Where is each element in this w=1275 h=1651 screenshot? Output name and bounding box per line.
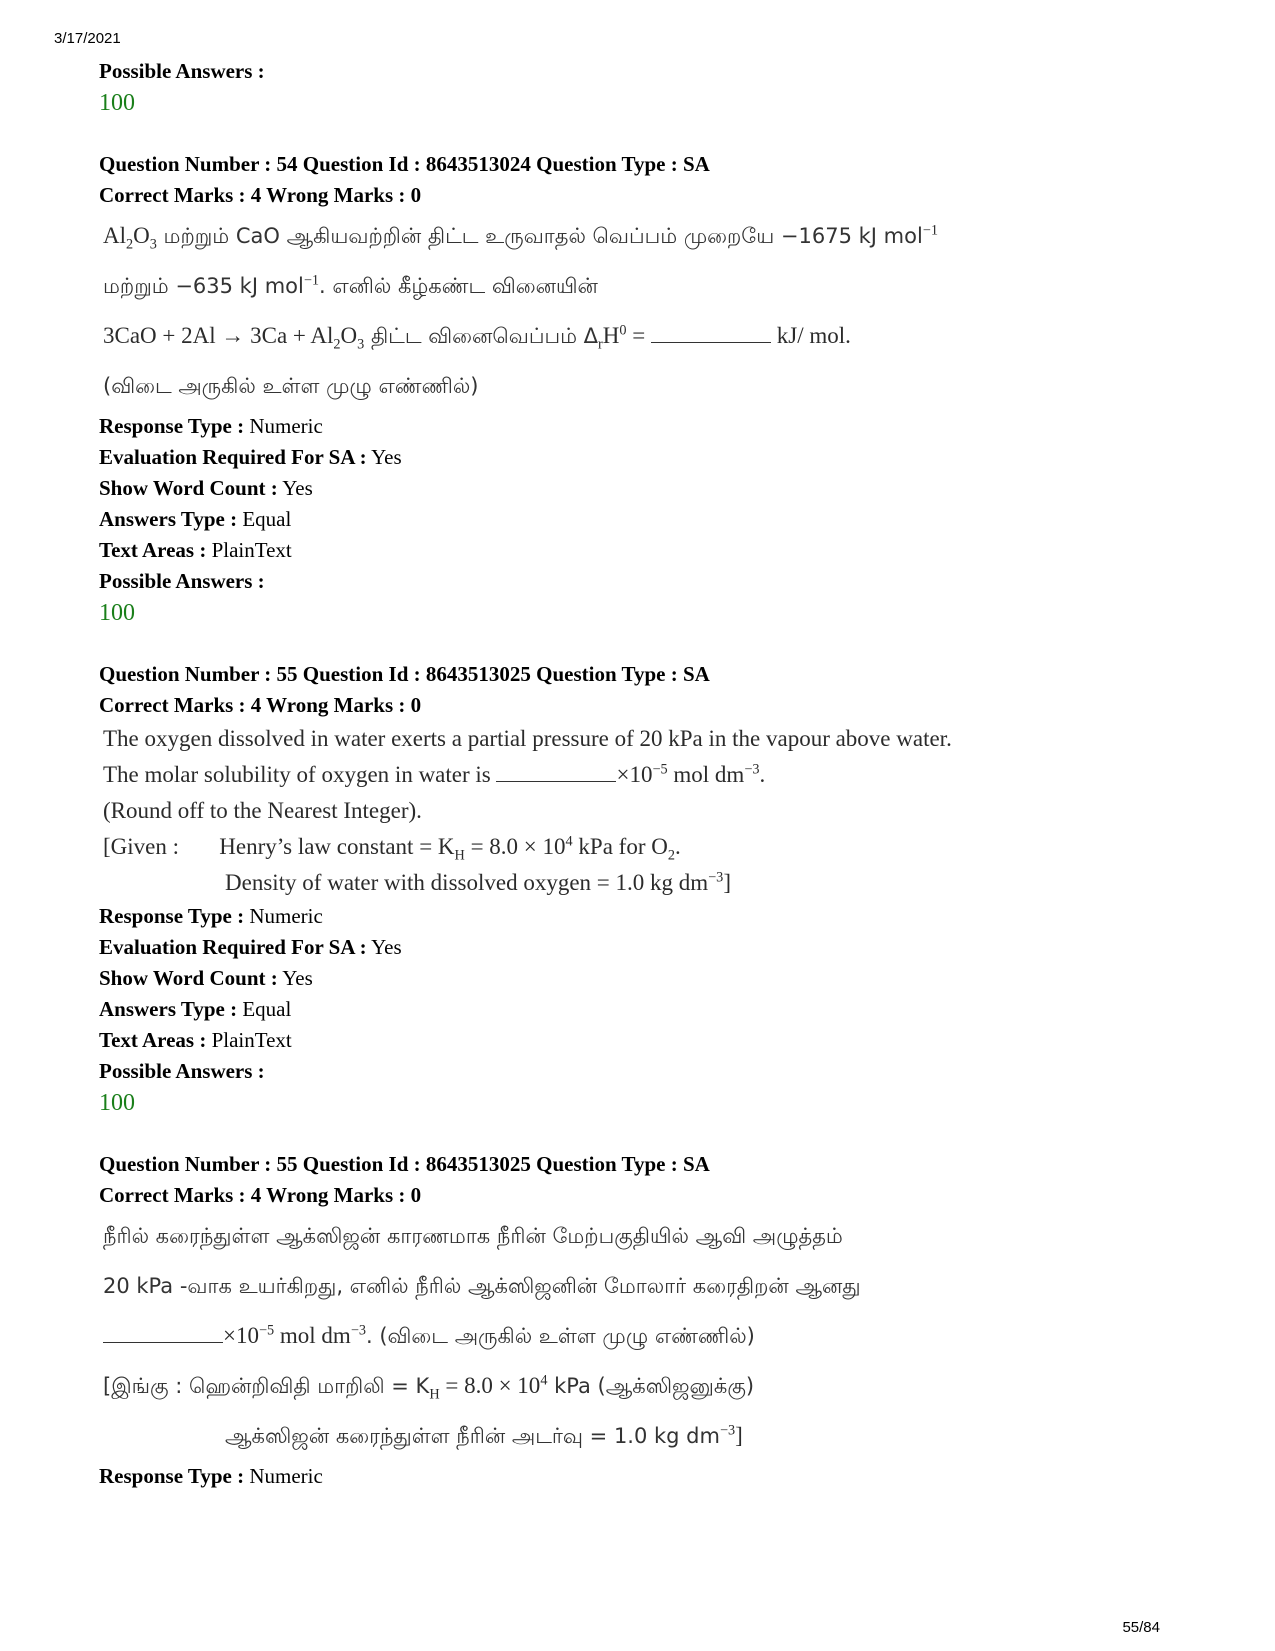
question-line: மற்றும் −635 kJ mol$^{-1}$. எனில் கீழ்கண்ட வினையின்	[103, 272, 598, 298]
question-instruction: (விடை அருகில் உள்ள முழு எண்ணில்)	[103, 374, 479, 398]
question-header: Question Number : 55 Question Id : 8643513025 Question Type : SA	[99, 662, 710, 686]
question-line: The molar solubility of oxygen in water is $\times 10^{-5}$ mol $dm^{-3}$.	[103, 761, 766, 787]
possible-answer-value: 100	[99, 90, 135, 116]
question-line: $Al_2O_3$ மற்றும் CaO ஆகியவற்றின் திட்ட உருவாதல் வெப்பம் முறையே −1675 kJ mol$^{-1}$	[103, 222, 938, 253]
question-given: [Given : Henry’s law constant = $K_H = 8.0 \times 10^4$ kPa for $O_2$.	[103, 833, 681, 864]
question-given: Density of water with dissolved oxygen = 1.0 kg $dm^{-3}$]	[225, 869, 731, 895]
question-body	[99, 1211, 1179, 1461]
answer-blank	[496, 763, 616, 782]
page-number: 55/84	[1122, 1619, 1160, 1636]
question-header: Question Number : 55 Question Id : 8643513025 Question Type : SA	[99, 1152, 710, 1176]
show-word-count: Show Word Count : Yes	[99, 476, 313, 500]
question-line: The oxygen dissolved in water exerts a partial pressure of 20 kPa in the vapour above water.	[103, 726, 952, 751]
response-type: Response Type : Numeric	[99, 904, 323, 928]
print-date: 3/17/2021	[54, 30, 121, 47]
question-equation: $3CaO + 2Al \to 3Ca + Al_2O_3$ திட்ட வினைவெப்பம் $\Delta_rH^0 = kJ/$ mol.	[103, 322, 851, 353]
answers-type: Answers Type : Equal	[99, 507, 292, 531]
question-54	[99, 149, 1179, 629]
possible-answers-label: Possible Answers :	[99, 59, 265, 83]
question-line: நீரில் கரைந்துள்ள ஆக்ஸிஜன் காரணமாக நீரின் மேற்பகுதியில் ஆவி அழுத்தம்	[103, 1224, 843, 1248]
question-body	[99, 721, 1179, 901]
question-marks: Correct Marks : 4 Wrong Marks : 0	[99, 1183, 422, 1207]
text-areas: Text Areas : PlainText	[99, 1028, 292, 1052]
question-55-english	[99, 659, 1179, 1119]
possible-answer-value: 100	[99, 1090, 135, 1116]
question-line: 20 kPa -வாக உயர்கிறது, எனில் நீரில் ஆக்ஸிஜனின் மோலார் கரைதிறன் ஆனது	[103, 1274, 861, 1298]
evaluation-required: Evaluation Required For SA : Yes	[99, 445, 402, 469]
question-given: ஆக்ஸிஜன் கரைந்துள்ள நீரின் அடர்வு = 1.0 kg $dm^{-3}$]	[225, 1422, 743, 1448]
evaluation-required: Evaluation Required For SA : Yes	[99, 935, 402, 959]
possible-answers-label: Possible Answers :	[99, 569, 265, 593]
question-header: Question Number : 54 Question Id : 8643513024 Question Type : SA	[99, 152, 710, 176]
response-type: Response Type : Numeric	[99, 1464, 323, 1488]
answers-type: Answers Type : Equal	[99, 997, 292, 1021]
question-body	[99, 211, 1179, 411]
possible-answers-label: Possible Answers :	[99, 1059, 265, 1083]
answer-blank	[651, 324, 771, 343]
question-marks: Correct Marks : 4 Wrong Marks : 0	[99, 693, 422, 717]
question-line: $\times 10^{-5}$ mol $dm^{-3}$. (விடை அருகில் உள்ள முழு எண்ணில்)	[103, 1311, 1179, 1361]
response-type: Response Type : Numeric	[99, 414, 323, 438]
possible-answer-value: 100	[99, 600, 135, 626]
page-content	[99, 56, 1179, 1492]
show-word-count: Show Word Count : Yes	[99, 966, 313, 990]
question-line: (Round off to the Nearest Integer).	[103, 798, 422, 823]
question-marks: Correct Marks : 4 Wrong Marks : 0	[99, 183, 422, 207]
question-given: [இங்கு : ஹென்றிவிதி மாறிலி = $K_H = 8.0 \times 10^4$ kPa (ஆக்ஸிஜனுக்கு)	[103, 1372, 755, 1403]
question-55-tamil	[99, 1149, 1179, 1492]
answer-blank	[103, 1324, 223, 1343]
text-areas: Text Areas : PlainText	[99, 538, 292, 562]
